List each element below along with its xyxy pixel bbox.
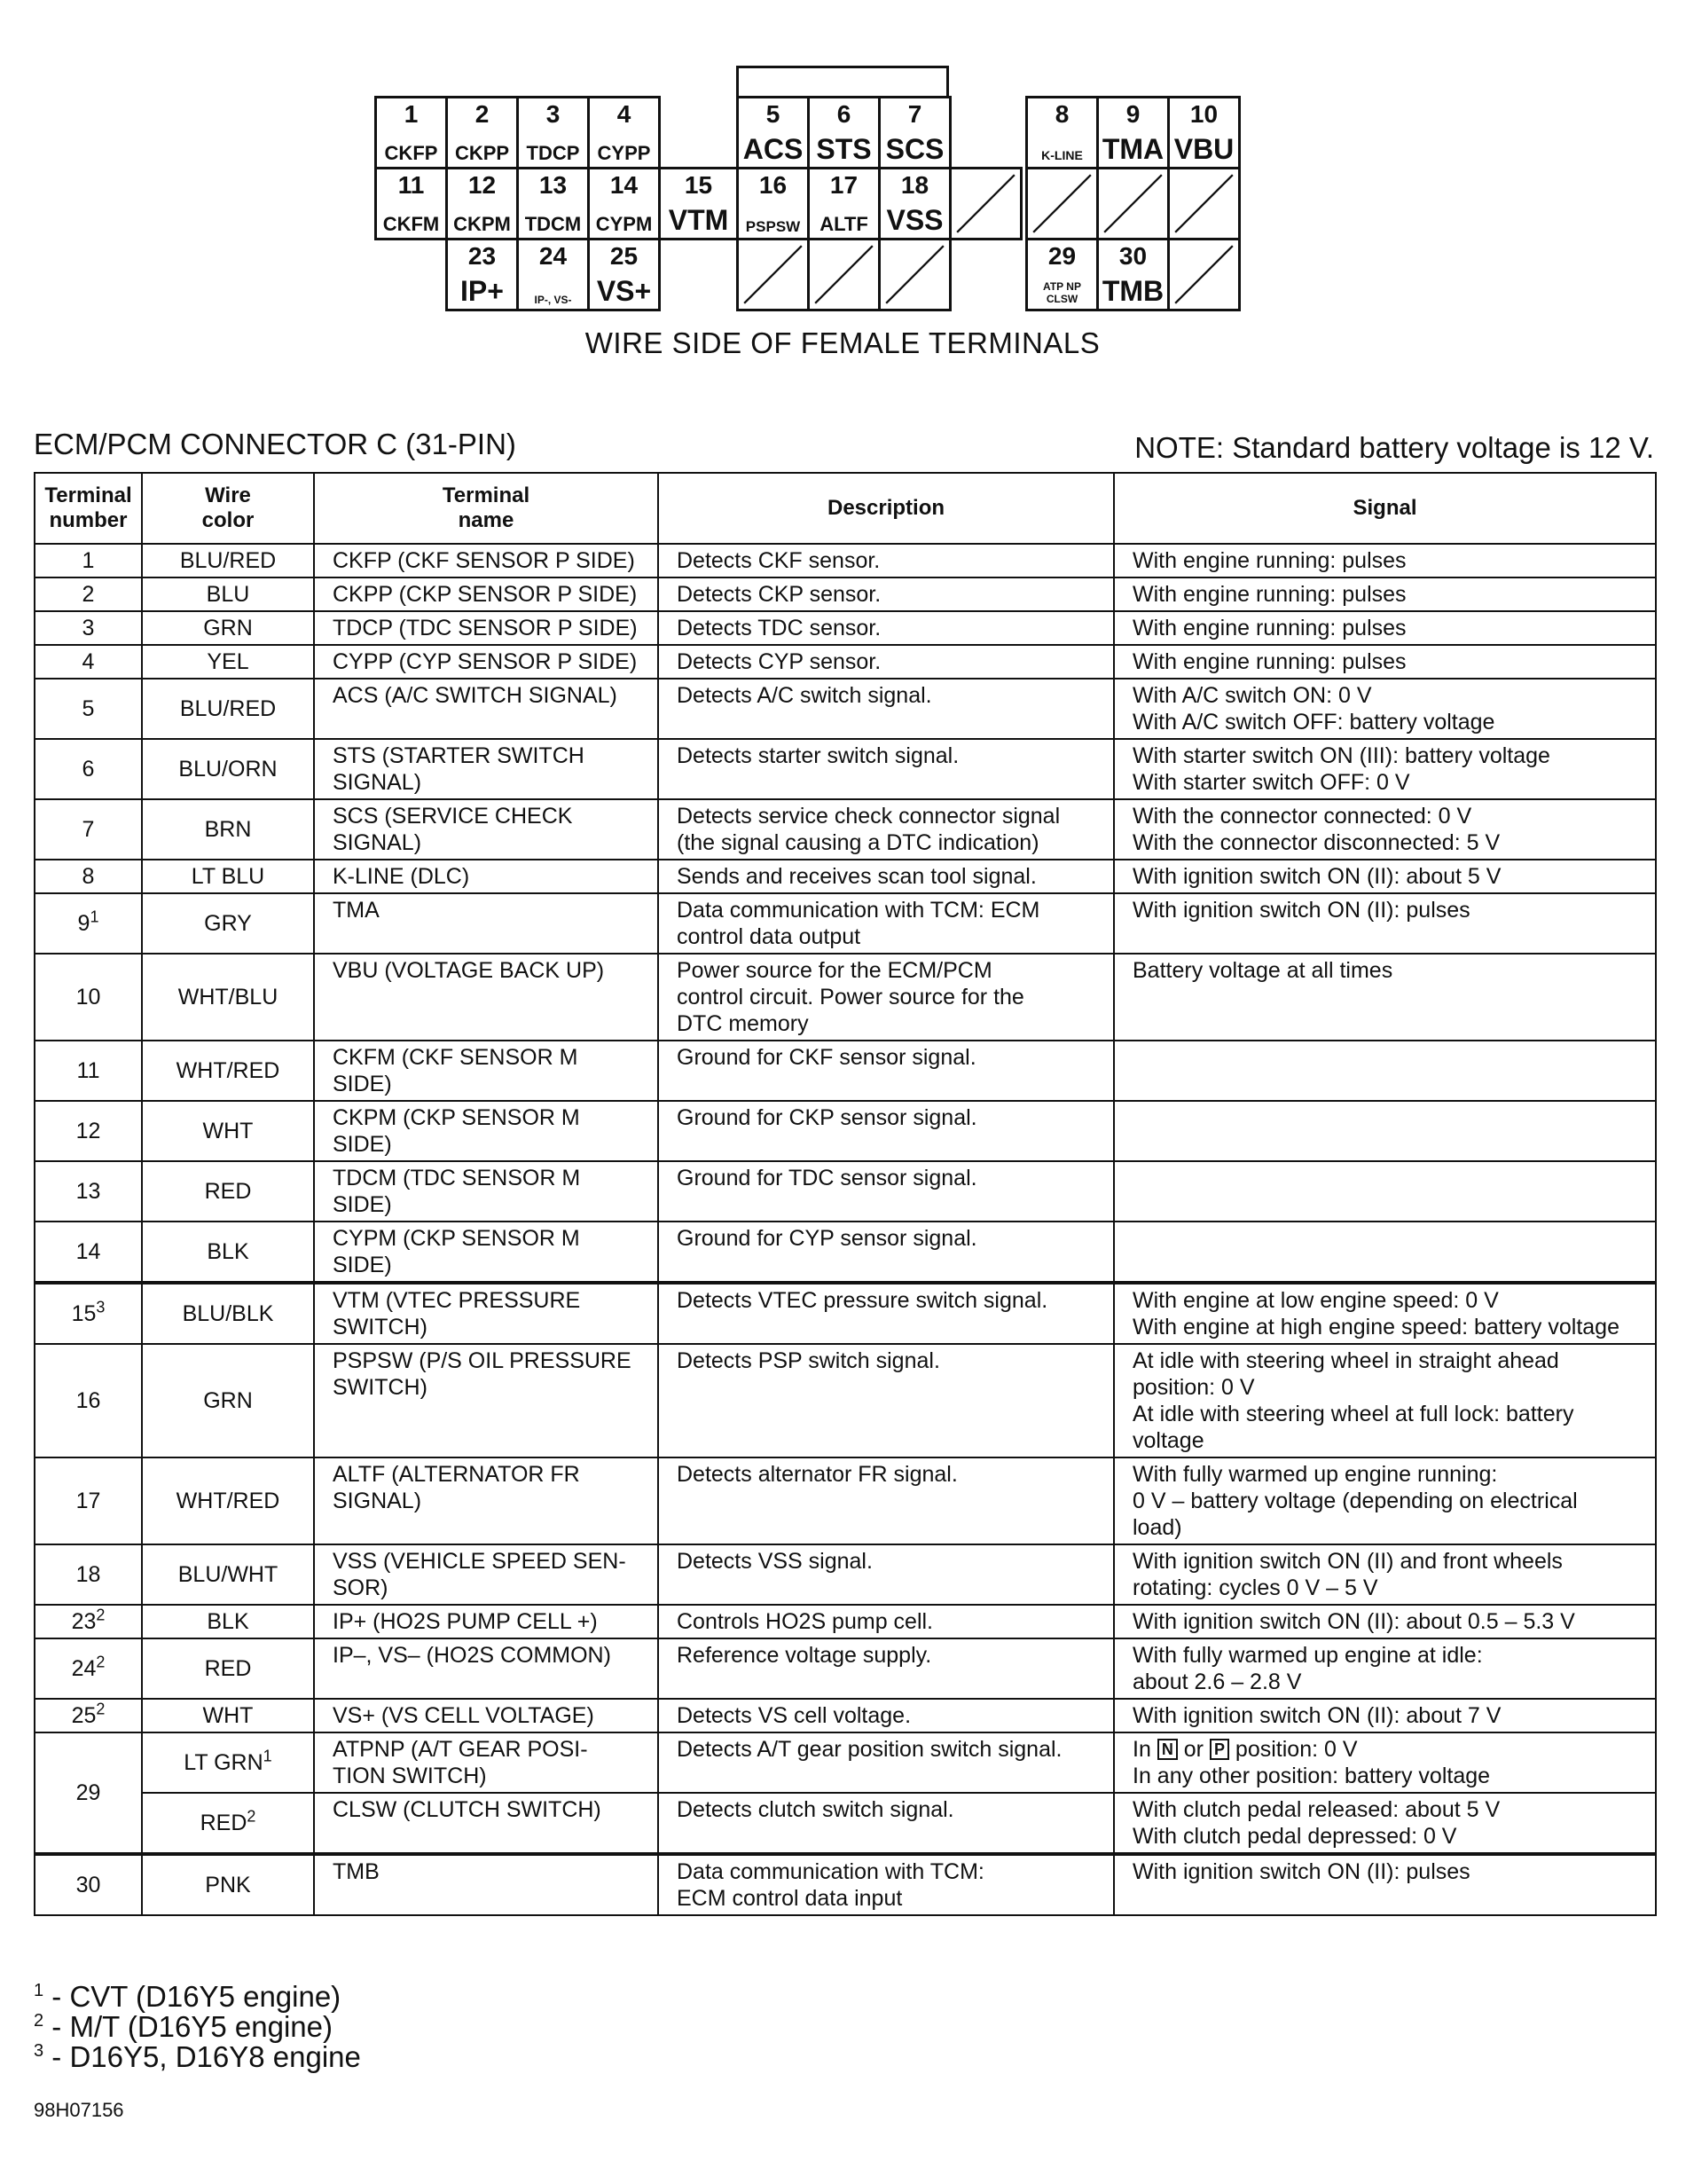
description: Detects CKP sensor.	[658, 577, 1114, 611]
terminal-name: TDCP (TDC SENSOR P SIDE)	[314, 611, 658, 645]
pin-name: CYPP	[597, 142, 651, 164]
pin-7	[878, 96, 952, 169]
description: Detects A/T gear position switch signal.	[658, 1732, 1114, 1793]
pin-name: VS+	[596, 275, 652, 307]
wire-color: RED$^2$	[142, 1793, 314, 1854]
pin-name: PSPSW	[745, 218, 801, 235]
footnote: $^2$ - M/T (D16Y5 engine)	[34, 2010, 333, 2043]
terminal-number: 30	[35, 1854, 142, 1915]
empty-cavity	[807, 238, 881, 311]
terminal-number: 10	[35, 954, 142, 1041]
table-row	[35, 1699, 1656, 1732]
terminal-name: VTM (VTEC PRESSURE SWITCH)	[314, 1283, 658, 1344]
signal: With engine running: pulses	[1114, 645, 1656, 679]
pin-5	[736, 96, 810, 169]
wire-color: GRN	[142, 1344, 314, 1457]
pin-23	[445, 238, 519, 311]
terminal-number: 16	[35, 1344, 142, 1457]
table-row	[35, 1101, 1656, 1161]
description: Ground for TDC sensor signal.	[658, 1161, 1114, 1222]
col-terminal-name: Terminal name	[314, 473, 658, 544]
description: Detects starter switch signal.	[658, 739, 1114, 799]
signal: With ignition switch ON (II): about 0.5 – 5.3 V	[1114, 1605, 1656, 1638]
terminal-name: CKFM (CKF SENSOR M SIDE)	[314, 1041, 658, 1101]
wire-color: BLU/WHT	[142, 1544, 314, 1605]
signal: With engine running: pulses	[1114, 611, 1656, 645]
signal: With fully warmed up engine running: 0 V – battery voltage (depending on electrical load)	[1114, 1457, 1656, 1544]
signal: With clutch pedal released: about 5 V With clutch pedal depressed: 0 V	[1114, 1793, 1656, 1854]
description: Detects VTEC pressure switch signal.	[658, 1283, 1114, 1344]
description: Data communication with TCM: ECM control data input	[658, 1854, 1114, 1915]
gear-p-box: P	[1210, 1739, 1229, 1760]
pin-9	[1096, 96, 1170, 169]
table-row	[35, 544, 1656, 577]
wire-color: RED	[142, 1638, 314, 1699]
pin-14	[587, 167, 661, 240]
terminal-name: TDCM (TDC SENSOR M SIDE)	[314, 1161, 658, 1222]
pin-29	[1025, 238, 1099, 311]
signal	[1114, 1161, 1656, 1222]
pin-number: 8	[1055, 100, 1070, 128]
table-row	[35, 893, 1656, 954]
table-row	[35, 739, 1656, 799]
col-terminal-number: Terminal number	[35, 473, 142, 544]
terminal-number: 7	[35, 799, 142, 860]
pin-name: VTM	[668, 204, 729, 236]
pin-name: ALTF	[819, 213, 868, 235]
table-row	[35, 1854, 1656, 1915]
table-row	[35, 645, 1656, 679]
signal: With ignition switch ON (II): about 5 V	[1114, 860, 1656, 893]
pin-name: ACS	[742, 133, 804, 165]
col-wire-color: Wire color	[142, 473, 314, 544]
pin-name: VSS	[886, 204, 944, 236]
terminal-table	[34, 472, 1657, 1916]
table-row	[35, 679, 1656, 739]
pin-number: 1	[404, 100, 419, 128]
pin-name: TMB	[1102, 275, 1165, 307]
pin-name: CKFP	[384, 142, 438, 164]
footnotes	[34, 1982, 361, 2072]
terminal-number: 3	[35, 611, 142, 645]
description: Ground for CKP sensor signal.	[658, 1101, 1114, 1161]
terminal-number: 18	[35, 1544, 142, 1605]
wire-color: BLK	[142, 1605, 314, 1638]
pin-name: K-LINE	[1041, 148, 1083, 162]
pin-2	[445, 96, 519, 169]
table-row	[35, 1605, 1656, 1638]
wire-color: YEL	[142, 645, 314, 679]
terminal-name: CYPP (CYP SENSOR P SIDE)	[314, 645, 658, 679]
wire-color: WHT/RED	[142, 1457, 314, 1544]
terminal-name: VSS (VEHICLE SPEED SEN- SOR)	[314, 1544, 658, 1605]
description: Reference voltage supply.	[658, 1638, 1114, 1699]
empty-cavity	[1096, 167, 1170, 240]
terminal-number: 8	[35, 860, 142, 893]
terminal-name: CYPM (CKP SENSOR M SIDE)	[314, 1222, 658, 1283]
signal: In N or P position: 0 V In any other position: battery voltage	[1114, 1732, 1656, 1793]
wire-color: BRN	[142, 799, 314, 860]
terminal-name: ATPNP (A/T GEAR POSI- TION SWITCH)	[314, 1732, 658, 1793]
pin-18	[878, 167, 952, 240]
terminal-name: VBU (VOLTAGE BACK UP)	[314, 954, 658, 1041]
signal: With engine running: pulses	[1114, 577, 1656, 611]
pin-1	[374, 96, 448, 169]
pin-name: STS	[816, 133, 872, 165]
pin-name: TDCM	[524, 213, 582, 235]
pin-number: 7	[907, 100, 922, 128]
table-row	[35, 860, 1656, 893]
terminal-number: 5	[35, 679, 142, 739]
description: Ground for CKF sensor signal.	[658, 1041, 1114, 1101]
wire-color: BLU/BLK	[142, 1283, 314, 1344]
pin-24	[516, 238, 590, 311]
terminal-number: 14	[35, 1222, 142, 1283]
signal: With the connector connected: 0 V With the connector disconnected: 5 V	[1114, 799, 1656, 860]
pin-11	[374, 167, 448, 240]
description: Ground for CYP sensor signal.	[658, 1222, 1114, 1283]
table-row	[35, 1638, 1656, 1699]
terminal-name: CKPP (CKP SENSOR P SIDE)	[314, 577, 658, 611]
wire-color: BLU/RED	[142, 544, 314, 577]
pin-number: 4	[616, 100, 631, 128]
footnote: $^3$ - D16Y5, D16Y8 engine	[34, 2040, 361, 2073]
figure-id: 98H07156	[34, 2099, 124, 2121]
empty-cavity	[878, 238, 952, 311]
terminal-number: 12	[35, 1101, 142, 1161]
table-row	[35, 1041, 1656, 1101]
empty-cavity	[949, 167, 1023, 240]
pin-number: 11	[397, 171, 425, 199]
description: Detects PSP switch signal.	[658, 1344, 1114, 1457]
wire-color: BLU/ORN	[142, 739, 314, 799]
table-row	[35, 954, 1656, 1041]
description: Detects alternator FR signal.	[658, 1457, 1114, 1544]
wire-color: WHT/RED	[142, 1041, 314, 1101]
wire-color: LT BLU	[142, 860, 314, 893]
pin-30	[1096, 238, 1170, 311]
terminal-number: 4	[35, 645, 142, 679]
signal: With A/C switch ON: 0 V With A/C switch OFF: battery voltage	[1114, 679, 1656, 739]
table-row	[35, 1344, 1656, 1457]
col-signal: Signal	[1114, 473, 1656, 544]
pin-4	[587, 96, 661, 169]
table-row	[35, 577, 1656, 611]
description: Detects A/C switch signal.	[658, 679, 1114, 739]
terminal-number: $15^3$	[35, 1283, 142, 1344]
terminal-name: SCS (SERVICE CHECK SIGNAL)	[314, 799, 658, 860]
battery-voltage-note: NOTE: Standard battery voltage is 12 V.	[1134, 431, 1654, 464]
table-row	[35, 611, 1656, 645]
terminal-name: STS (STARTER SWITCH SIGNAL)	[314, 739, 658, 799]
terminal-number: 11	[35, 1041, 142, 1101]
pin-name: ATP NP CLSW	[1043, 280, 1081, 305]
pin-number: 13	[538, 171, 568, 199]
pin-name: CKFM	[382, 213, 440, 235]
table-row	[35, 799, 1656, 860]
description: Detects VS cell voltage.	[658, 1699, 1114, 1732]
signal: With starter switch ON (III): battery voltage With starter switch OFF: 0 V	[1114, 739, 1656, 799]
terminal-number: 1	[35, 544, 142, 577]
wire-color: LT GRN$^1$	[142, 1732, 314, 1793]
terminal-name: VS+ (VS CELL VOLTAGE)	[314, 1699, 658, 1732]
terminal-number: 2	[35, 577, 142, 611]
pin-number: 30	[1118, 242, 1148, 270]
signal: With engine at low engine speed: 0 V With engine at high engine speed: battery voltage	[1114, 1283, 1656, 1344]
pin-name: SCS	[885, 133, 945, 165]
pin-6	[807, 96, 881, 169]
signal: With fully warmed up engine at idle: about 2.6 – 2.8 V	[1114, 1638, 1656, 1699]
terminal-number: $25^2$	[35, 1699, 142, 1732]
pin-number: 2	[474, 100, 490, 128]
pin-17	[807, 167, 881, 240]
table-row	[35, 1222, 1656, 1283]
description: Detects TDC sensor.	[658, 611, 1114, 645]
pin-number: 10	[1189, 100, 1219, 128]
wire-color: PNK	[142, 1854, 314, 1915]
pin-3	[516, 96, 590, 169]
pin-name: CKPP	[454, 142, 510, 164]
signal: With engine running: pulses	[1114, 544, 1656, 577]
terminal-name: K-LINE (DLC)	[314, 860, 658, 893]
description: Controls HO2S pump cell.	[658, 1605, 1114, 1638]
description: Detects CYP sensor.	[658, 645, 1114, 679]
pin-number: 25	[609, 242, 639, 270]
pin-10	[1167, 96, 1241, 169]
table-row	[35, 1732, 1656, 1793]
terminal-name: CLSW (CLUTCH SWITCH)	[314, 1793, 658, 1854]
pin-number: 15	[684, 171, 713, 199]
pin-number: 14	[609, 171, 639, 199]
pin-8	[1025, 96, 1099, 169]
terminal-name: ACS (A/C SWITCH SIGNAL)	[314, 679, 658, 739]
signal	[1114, 1222, 1656, 1283]
wire-color: GRN	[142, 611, 314, 645]
pin-number: 17	[829, 171, 859, 199]
terminal-number: 29	[35, 1732, 142, 1854]
pin-number: 6	[836, 100, 851, 128]
terminal-name: ALTF (ALTERNATOR FR SIGNAL)	[314, 1457, 658, 1544]
pin-number: 12	[467, 171, 497, 199]
pin-name: CKPM	[453, 213, 511, 235]
footnote: $^1$ - CVT (D16Y5 engine)	[34, 1980, 341, 2013]
table-row	[35, 1544, 1656, 1605]
pin-number: 24	[538, 242, 568, 270]
signal: Battery voltage at all times	[1114, 954, 1656, 1041]
terminal-name: IP–, VS– (HO2S COMMON)	[314, 1638, 658, 1699]
description: Detects service check connector signal (the signal causing a DTC indication)	[658, 799, 1114, 860]
pin-name: CYPM	[595, 213, 653, 235]
pin-name: TMA	[1102, 133, 1165, 165]
pin-15	[658, 167, 739, 240]
pin-number: 9	[1125, 100, 1141, 128]
pin-number: 5	[765, 100, 780, 128]
col-description: Description	[658, 473, 1114, 544]
wire-color: GRY	[142, 893, 314, 954]
table-row	[35, 1793, 1656, 1854]
empty-cavity	[1167, 238, 1241, 311]
pin-name: TDCP	[526, 142, 580, 164]
table-row	[35, 1457, 1656, 1544]
terminal-number: $23^2$	[35, 1605, 142, 1638]
pin-name: VBU	[1173, 133, 1235, 165]
pin-name: IP+	[460, 275, 504, 307]
terminal-name: CKFP (CKF SENSOR P SIDE)	[314, 544, 658, 577]
pin-number: 18	[900, 171, 929, 199]
terminal-number: $9^1$	[35, 893, 142, 954]
signal: With ignition switch ON (II) and front wheels rotating: cycles 0 V – 5 V	[1114, 1544, 1656, 1605]
signal: With ignition switch ON (II): pulses	[1114, 893, 1656, 954]
pin-number: 3	[545, 100, 561, 128]
terminal-name: CKPM (CKP SENSOR M SIDE)	[314, 1101, 658, 1161]
terminal-number: 6	[35, 739, 142, 799]
pin-13	[516, 167, 590, 240]
pin-12	[445, 167, 519, 240]
terminal-name: TMB	[314, 1854, 658, 1915]
wire-color: WHT	[142, 1699, 314, 1732]
wire-color: BLK	[142, 1222, 314, 1283]
pin-number: 23	[467, 242, 497, 270]
wire-color: BLU/RED	[142, 679, 314, 739]
terminal-number: 13	[35, 1161, 142, 1222]
signal: With ignition switch ON (II): pulses	[1114, 1854, 1656, 1915]
description: Detects CKF sensor.	[658, 544, 1114, 577]
gear-n-box: N	[1157, 1739, 1178, 1760]
wire-color: WHT	[142, 1101, 314, 1161]
table-header-row	[35, 473, 1656, 544]
signal: At idle with steering wheel in straight ahead position: 0 V At idle with steering wheel at full lock: battery voltage	[1114, 1344, 1656, 1457]
description: Data communication with TCM: ECM control data output	[658, 893, 1114, 954]
wire-color: RED	[142, 1161, 314, 1222]
empty-cavity	[1025, 167, 1099, 240]
table-row	[35, 1161, 1656, 1222]
description: Power source for the ECM/PCM control circuit. Power source for the DTC memory	[658, 954, 1114, 1041]
description: Detects VSS signal.	[658, 1544, 1114, 1605]
pin-16	[736, 167, 810, 240]
signal	[1114, 1041, 1656, 1101]
pin-name: IP-, VS-	[534, 294, 572, 306]
terminal-number: $24^2$	[35, 1638, 142, 1699]
terminal-number: 17	[35, 1457, 142, 1544]
terminal-name: PSPSW (P/S OIL PRESSURE SWITCH)	[314, 1344, 658, 1457]
description: Sends and receives scan tool signal.	[658, 860, 1114, 893]
connector-caption: WIRE SIDE OF FEMALE TERMINALS	[584, 326, 1101, 359]
connector-title: ECM/PCM CONNECTOR C (31-PIN)	[34, 428, 516, 460]
wire-color: WHT/BLU	[142, 954, 314, 1041]
terminal-name: IP+ (HO2S PUMP CELL +)	[314, 1605, 658, 1638]
pin-number: 16	[758, 171, 788, 199]
pin-number: 29	[1047, 242, 1077, 270]
terminal-name: TMA	[314, 893, 658, 954]
wire-color: BLU	[142, 577, 314, 611]
description: Detects clutch switch signal.	[658, 1793, 1114, 1854]
table-row	[35, 1283, 1656, 1344]
empty-cavity	[736, 238, 810, 311]
signal	[1114, 1101, 1656, 1161]
empty-cavity	[1167, 167, 1241, 240]
signal: With ignition switch ON (II): about 7 V	[1114, 1699, 1656, 1732]
pin-25	[587, 238, 661, 311]
